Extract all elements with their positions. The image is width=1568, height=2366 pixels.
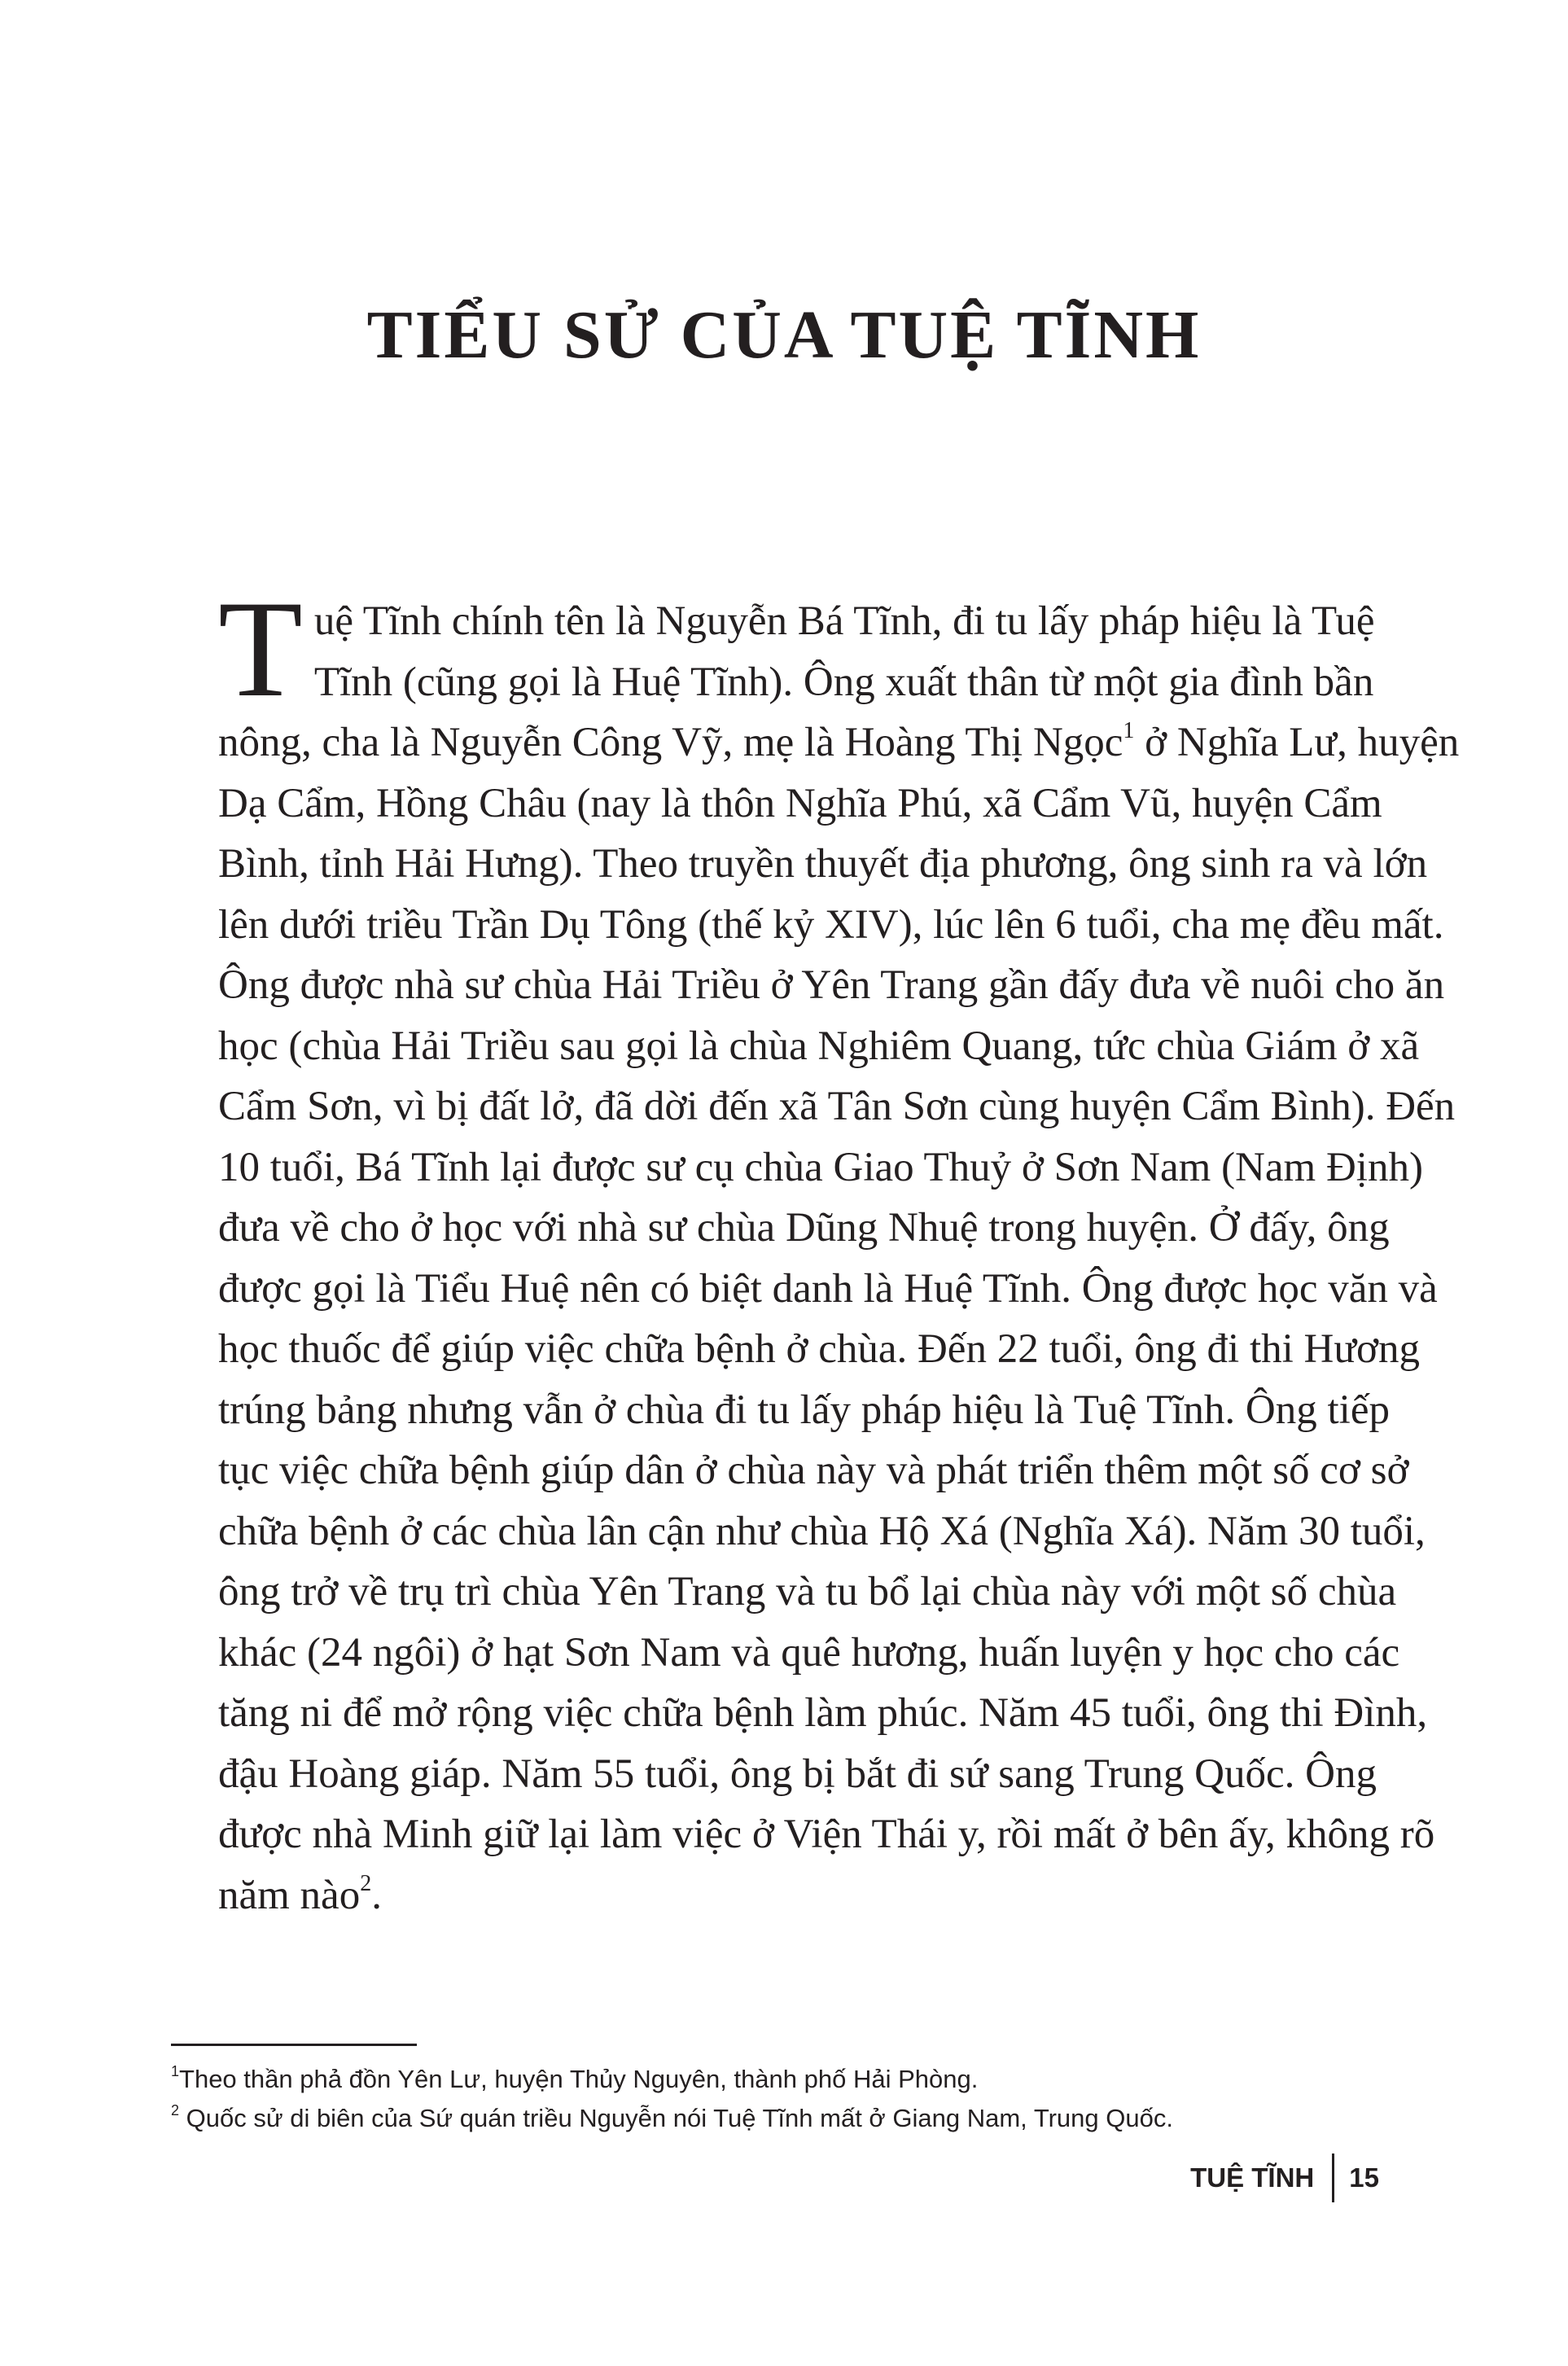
body-line: tục việc chữa bệnh giúp dân ở chùa này và phát triển thêm một số cơ sở — [218, 1448, 1409, 1493]
body-line: đưa về cho ở học với nhà sư chùa Dũng Nhuệ trong huyện. Ở đấy, ông — [218, 1205, 1390, 1251]
footnote-text: Quốc sử di biên của Sứ quán triều Nguyễn nói Tuệ Tĩnh mất ở Giang Nam, Trung Quốc. — [179, 2104, 1173, 2132]
page-number: 15 — [1349, 2162, 1379, 2193]
drop-cap: T — [218, 572, 303, 725]
footnote-1 — [171, 2060, 1392, 2099]
body-line: ông trở về trụ trì chùa Yên Trang và tu bổ lại chùa này với một số chùa — [218, 1569, 1397, 1615]
footer-book-title: TUỆ TĨNH — [1190, 2162, 1315, 2193]
body-line: Dạ Cẩm, Hồng Châu (nay là thôn Nghĩa Phú, xã Cẩm Vũ, huyện Cẩm — [218, 780, 1382, 826]
footnote-marker: 1 — [171, 2063, 180, 2079]
body-line: 10 tuổi, Bá Tĩnh lại được sư cụ chùa Giao Thuỷ ở Sơn Nam (Nam Định) — [218, 1144, 1423, 1190]
body-line-last — [218, 1865, 1360, 1926]
body-line: Tĩnh (cũng gọi là Huệ Tĩnh). Ông xuất thân từ một gia đình bần — [313, 659, 1374, 705]
footnote-2 — [171, 2099, 1392, 2138]
body-line: trúng bảng nhưng vẫn ở chùa đi tu lấy pháp hiệu là Tuệ Tĩnh. Ông tiếp — [218, 1387, 1390, 1433]
footnote-divider — [171, 2044, 417, 2046]
body-line: uệ Tĩnh chính tên là Nguyễn Bá Tĩnh, đi tu lấy pháp hiệu là Tuệ — [313, 598, 1375, 644]
body-line: được gọi là Tiểu Huệ nên có biệt danh là Huệ Tĩnh. Ông được học văn và — [218, 1265, 1438, 1312]
body-line: tăng ni để mở rộng việc chữa bệnh làm phúc. Năm 45 tuổi, ông thi Đình, — [218, 1690, 1428, 1736]
body-line-part: ở Nghĩa Lư, huyện — [1134, 720, 1460, 765]
body-line: Cẩm Sơn, vì bị đất lở, đã dời đến xã Tân Sơn cùng huyện Cẩm Bình). Đến — [218, 1084, 1456, 1129]
body-line-part: nông, cha là Nguyễn Công Vỹ, mẹ là Hoàng Thị Ngọc — [218, 720, 1123, 765]
running-footer — [1190, 2153, 1379, 2202]
body-line — [218, 712, 1460, 773]
body-line: được nhà Minh giữ lại làm việc ở Viện Thái y, rồi mất ở bên ấy, không rõ — [218, 1812, 1435, 1857]
body-line: học (chùa Hải Triều sau gọi là chùa Nghiêm Quang, tức chùa Giám ở xã — [218, 1023, 1420, 1069]
footnote-marker: 2 — [171, 2102, 180, 2118]
chapter-title: TIỂU SỬ CỦA TUỆ TĨNH — [366, 297, 1202, 373]
body-line: đậu Hoàng giáp. Năm 55 tuổi, ông bị bắt đi sứ sang Trung Quốc. Ông — [218, 1750, 1377, 1797]
body-text — [218, 572, 1460, 1926]
body-line: Ông được nhà sư chùa Hải Triều ở Yên Trang gần đấy đưa về nuôi cho ăn — [218, 962, 1445, 1008]
body-line-part: . — [371, 1872, 382, 1918]
body-line: chữa bệnh ở các chùa lân cận như chùa Hộ Xá (Nghĩa Xá). Năm 30 tuổi, — [218, 1508, 1426, 1554]
footer-separator — [1332, 2153, 1334, 2202]
body-line: lên dưới triều Trần Dụ Tông (thế kỷ XIV), lúc lên 6 tuổi, cha mẹ đều mất. — [218, 901, 1444, 948]
footnote-ref-1: 1 — [1123, 718, 1135, 743]
footnote-text: Theo thần phả đồn Yên Lư, huyện Thủy Nguyên, thành phố Hải Phòng. — [179, 2065, 979, 2093]
body-line: khác (24 ngôi) ở hạt Sơn Nam và quê hương, huấn luyện y học cho các — [218, 1629, 1400, 1676]
footnotes — [171, 2060, 1392, 2138]
body-line: học thuốc để giúp việc chữa bệnh ở chùa. Đến 22 tuổi, ông đi thi Hương — [218, 1326, 1420, 1372]
body-line: Bình, tỉnh Hải Hưng). Theo truyền thuyết địa phương, ông sinh ra và lớn — [218, 841, 1428, 887]
body-line-part: năm nào — [218, 1872, 361, 1918]
footnote-ref-2: 2 — [360, 1870, 372, 1896]
